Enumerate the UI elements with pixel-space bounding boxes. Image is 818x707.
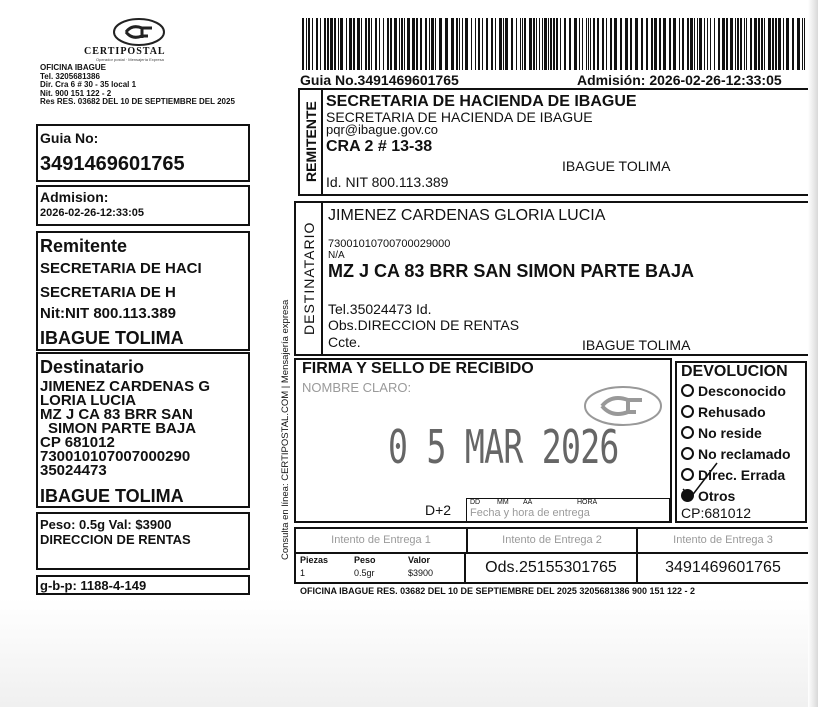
barcode-bar <box>610 18 612 70</box>
destinatario-ccte: Ccte. <box>328 334 361 350</box>
barcode-bar <box>768 18 771 70</box>
left-destinatario-line: MZ J CA 83 BRR SAN <box>40 406 193 423</box>
destinatario-tel: Tel.35024473 Id. <box>328 301 432 317</box>
date-stamp: 0 5 MAR 2026 <box>388 420 619 474</box>
barcode-bar <box>379 18 380 70</box>
barcode-bar <box>495 18 496 70</box>
barcode-bar <box>371 18 372 70</box>
barcode-bar <box>365 18 367 70</box>
barcode-bar <box>542 18 543 70</box>
paper-shadow <box>0 598 818 707</box>
barcode-bar <box>383 18 384 70</box>
nombre-claro-label: NOMBRE CLARO: <box>302 380 412 395</box>
barcode-bar <box>673 18 676 70</box>
barcode-bar <box>401 18 403 70</box>
barcode-bar <box>590 18 591 70</box>
left-admision-box <box>36 185 250 226</box>
barcode-bar <box>797 18 800 70</box>
aa-label: AA <box>523 499 533 506</box>
fecha-entrega-label: Fecha y hora de entrega <box>470 507 590 519</box>
option-label: Otros <box>698 488 736 504</box>
remitente-name: SECRETARIA DE HACIENDA DE IBAGUE <box>326 93 637 110</box>
left-guia-box <box>36 124 250 182</box>
barcode-bar <box>560 18 561 70</box>
barcode-bar <box>522 18 523 70</box>
dd-label: DD <box>470 499 481 506</box>
barcode-bar <box>456 18 458 70</box>
firma-title: FIRMA Y SELLO DE RECIBIDO <box>302 360 534 377</box>
devolucion-box <box>675 361 807 523</box>
barcode-bar <box>404 18 405 70</box>
left-remitente-title: Remitente <box>40 236 128 256</box>
peso-label: Peso <box>354 555 376 565</box>
left-remitente-line: SECRETARIA DE HACI <box>40 260 202 277</box>
barcode-bar <box>533 18 535 70</box>
intentos-row <box>294 527 810 554</box>
barcode-bar <box>574 18 577 70</box>
barcode-bar <box>412 18 415 70</box>
barcode-bar <box>690 18 693 70</box>
paper-edge <box>808 0 818 707</box>
barcode-bar <box>478 18 480 70</box>
destinatario-city: IBAGUE TOLIMA <box>582 337 691 353</box>
barcode-bar <box>539 18 540 70</box>
barcode-bar <box>663 18 666 70</box>
office-line: Tel. 3205681386 <box>40 71 100 81</box>
barcode-bar <box>316 18 318 70</box>
left-guia-value: 3491469601765 <box>40 153 185 175</box>
barcode-bar <box>312 18 313 70</box>
barcode-bar <box>679 18 680 70</box>
checkmark-icon <box>679 459 719 499</box>
barcode-bar <box>586 18 587 70</box>
firma-box <box>294 358 672 523</box>
devolucion-option[interactable] <box>681 383 786 399</box>
barcode-bar <box>704 18 705 70</box>
barcode-bar <box>606 18 607 70</box>
destinatario-obs: Obs.DIRECCION DE RENTAS <box>328 317 520 333</box>
admision-header: Admisión: 2026-02-26-12:33:05 <box>577 72 782 88</box>
barcode-bar <box>462 18 463 70</box>
devolucion-option[interactable] <box>681 425 762 441</box>
barcode-bar <box>740 18 742 70</box>
office-line: OFICINA IBAGUE <box>40 63 106 72</box>
certipostal-logo <box>112 17 166 47</box>
barcode-bar <box>754 18 757 70</box>
remitente-address: CRA 2 # 13-38 <box>326 138 433 155</box>
barcode-bar <box>511 18 513 70</box>
remitente-label: REMITENTE <box>303 101 319 183</box>
remitente-city: IBAGUE TOLIMA <box>562 158 671 174</box>
barcode-bar <box>368 18 370 70</box>
barcode-bar <box>429 18 430 70</box>
barcode-bar <box>775 18 777 70</box>
barcode-bar <box>651 18 653 70</box>
left-destinatario-line: SIMON PARTE BAJA <box>48 420 197 437</box>
left-remitente-line: SECRETARIA DE H <box>40 284 176 301</box>
barcode-bar <box>334 18 336 70</box>
brand-tagline: Operador postal · Mensajería Expresa <box>96 57 164 62</box>
destinatario-name: JIMENEZ CARDENAS GLORIA LUCIA <box>328 207 606 224</box>
valor-label: Valor <box>408 555 431 565</box>
piezas-value: 1 <box>300 568 306 578</box>
option-label: Direc. Errada <box>698 467 786 483</box>
barcode-bar <box>614 18 617 70</box>
option-label: Rehusado <box>698 404 766 420</box>
left-gbp-box <box>36 575 250 595</box>
barcode-bar <box>435 18 436 70</box>
barcode-bar <box>471 18 472 70</box>
remitente-nit: Id. NIT 800.113.389 <box>326 174 449 190</box>
option-label: No reside <box>698 425 762 441</box>
barcode-bar <box>431 18 434 70</box>
barcode-bar <box>764 18 765 70</box>
barcode-bar <box>465 18 468 70</box>
barcode-bar <box>399 18 400 70</box>
barcode-bar <box>361 18 362 70</box>
barcode-bar <box>635 18 638 70</box>
barcode-bar <box>579 18 580 70</box>
barcode-bar <box>302 18 304 70</box>
piezas-peso-valor-cell <box>296 554 466 582</box>
remitente-email: pqr@ibague.gov.co <box>326 122 438 137</box>
barcode-bar <box>669 18 671 70</box>
barcode-bar <box>804 18 805 70</box>
left-destinatario-city: IBAGUE TOLIMA <box>40 486 184 506</box>
barcode-bar <box>641 18 643 70</box>
barcode-bar <box>338 18 339 70</box>
destinatario-na: N/A <box>328 250 345 261</box>
barcode-bar <box>714 18 715 70</box>
left-destinatario-box <box>36 352 250 508</box>
barcode <box>302 18 810 70</box>
barcode-bar <box>553 18 555 70</box>
barcode-bar <box>324 18 326 70</box>
barcode-bar <box>420 18 422 70</box>
fecha-entrega-field[interactable] <box>466 498 670 522</box>
barcode-bar <box>718 18 720 70</box>
barcode-bar <box>746 18 747 70</box>
left-remitente-line: Nit:NIT 800.113.389 <box>40 305 176 322</box>
left-destinatario-line: 35024473 <box>40 462 107 479</box>
destinatario-box <box>294 201 810 356</box>
barcode-bar <box>451 18 454 70</box>
barcode-bar <box>505 18 508 70</box>
remitente-box <box>298 88 810 196</box>
barcode-bar <box>550 18 552 70</box>
barcode-bar <box>758 18 760 70</box>
barcode-bar <box>320 18 321 70</box>
destinatario-address: MZ J CA 83 BRR SAN SIMON PARTE BAJA <box>328 261 695 281</box>
intento-2: Intento de Entrega 2 <box>468 529 638 552</box>
barcode-bar <box>697 18 698 70</box>
barcode-bar <box>439 18 442 70</box>
barcode-bar <box>308 18 310 70</box>
office-info <box>40 64 235 107</box>
barcode-bar <box>682 18 684 70</box>
barcode-bar <box>330 18 333 70</box>
barcode-bar <box>499 18 502 70</box>
barcode-bar <box>659 18 661 70</box>
barcode-bar <box>516 18 517 70</box>
barcode-bar <box>602 18 604 70</box>
barcode-bar <box>425 18 427 70</box>
barcode-bar <box>445 18 448 70</box>
barcode-bar <box>735 18 736 70</box>
d2-label: D+2 <box>425 502 452 518</box>
barcode-bar <box>349 18 352 70</box>
barcode-bar <box>556 18 558 70</box>
left-admision-value: 2026-02-26-12:33:05 <box>40 207 144 219</box>
left-remitente-line: IBAGUE TOLIMA <box>40 328 184 348</box>
barcode-bar <box>630 18 632 70</box>
barcode-bar <box>730 18 733 70</box>
brand-name: CERTIPOSTAL <box>84 46 166 57</box>
barcode-bar <box>687 18 689 70</box>
barcode-bar <box>529 18 532 70</box>
office-line: Nit. 900 151 122 - 2 <box>40 88 112 98</box>
valor-value: $3900 <box>408 568 434 578</box>
left-destinatario-title: Destinatario <box>40 357 145 377</box>
side-vertical-text: Consulta en línea: CERTIPOSTAL.COM | Mensajería expresa <box>280 299 291 561</box>
left-destinatario-line: 730010107007000290 <box>40 448 191 465</box>
footer-text: OFICINA IBAGUE RES. 03682 DEL 10 DE SEPTIEMBRE DEL 2025 3205681386 900 151 122 - 2 <box>300 586 696 596</box>
barcode-bar <box>459 18 460 70</box>
barcode-bar <box>387 18 389 70</box>
destinatario-code: 73001010700700029000 <box>328 238 451 250</box>
ods-value: Ods.25155301765 <box>466 554 638 582</box>
left-remitente-box <box>36 231 250 351</box>
guia-header: Guia No.3491469601765 <box>300 72 459 88</box>
barcode-bar <box>646 18 648 70</box>
barcode-bar <box>564 18 566 70</box>
barcode-bar <box>582 18 583 70</box>
left-gbp: g-b-p: 1188-4-149 <box>40 578 147 593</box>
barcode-bar <box>306 18 307 70</box>
barcode-bar <box>783 18 784 70</box>
barcode-bar <box>407 18 410 70</box>
guia-bottom-value: 3491469601765 <box>665 559 781 576</box>
left-destinatario-line: CP 681012 <box>40 434 115 451</box>
intento-1: Intento de Entrega 1 <box>296 529 468 552</box>
left-destinatario-lines <box>40 380 210 478</box>
option-label: Desconocido <box>698 383 786 399</box>
devolucion-cp: CP:681012 <box>681 505 752 521</box>
barcode-bar <box>327 18 329 70</box>
office-line: Res RES. 03682 DEL 10 DE SEPTIEMBRE DEL 2025 <box>40 97 235 106</box>
barcode-bar <box>548 18 549 70</box>
peso-value: 0.5gr <box>354 568 375 578</box>
barcode-bar <box>544 18 547 70</box>
barcode-bar <box>710 18 711 70</box>
destinatario-label: DESTINATARIO <box>301 221 317 336</box>
barcode-bar <box>750 18 752 70</box>
barcode-bar <box>744 18 745 70</box>
barcode-bar <box>588 18 589 70</box>
barcode-bar <box>486 18 488 70</box>
barcode-bar <box>722 18 725 70</box>
barcode-bar <box>390 18 392 70</box>
radio-icon <box>681 384 694 397</box>
barcode-bar <box>786 18 789 70</box>
devolucion-option[interactable] <box>681 404 766 420</box>
remitente-name2: SECRETARIA DE HACIENDA DE IBAGUE <box>326 109 593 125</box>
left-obs-line: DIRECCION DE RENTAS <box>40 532 191 547</box>
barcode-bar <box>524 18 526 70</box>
office-line: Dir. Cra 6 # 30 - 35 local 1 <box>40 80 137 89</box>
left-admision-label: Admision: <box>40 189 109 205</box>
barcode-bar <box>482 18 483 70</box>
barcode-bar <box>625 18 628 70</box>
radio-icon <box>681 426 694 439</box>
barcode-bar <box>536 18 537 70</box>
bottom-info-row <box>294 552 810 584</box>
barcode-bar <box>772 18 774 70</box>
barcode-bar <box>375 18 377 70</box>
barcode-bar <box>792 18 794 70</box>
barcode-bar <box>726 18 728 70</box>
intento-3: Intento de Entrega 3 <box>673 534 773 546</box>
barcode-bar <box>394 18 397 70</box>
barcode-bar <box>569 18 571 70</box>
barcode-bar <box>357 18 360 70</box>
barcode-bar <box>593 18 595 70</box>
barcode-bar <box>654 18 657 70</box>
devolucion-title: DEVOLUCION <box>681 363 788 380</box>
left-peso-line: Peso: 0.5g Val: $3900 <box>40 517 172 532</box>
left-destinatario-line: JIMENEZ CARDENAS G <box>40 378 211 395</box>
hora-label: HORA <box>577 499 598 506</box>
barcode-bar <box>707 18 708 70</box>
option-label: No reclamado <box>698 446 791 462</box>
barcode-bar <box>699 18 702 70</box>
barcode-bar <box>340 18 343 70</box>
barcode-bar <box>503 18 504 70</box>
barcode-bar <box>597 18 599 70</box>
barcode-bar <box>346 18 347 70</box>
left-guia-label: Guia No: <box>40 130 99 146</box>
barcode-bar <box>520 18 521 70</box>
left-peso-box <box>36 512 250 570</box>
barcode-bar <box>353 18 355 70</box>
barcode-bar <box>694 18 695 70</box>
radio-icon <box>681 405 694 418</box>
barcode-bar <box>761 18 763 70</box>
piezas-label: Piezas <box>300 555 329 565</box>
barcode-bar <box>620 18 622 70</box>
barcode-bar <box>802 18 803 70</box>
barcode-bar <box>416 18 418 70</box>
left-destinatario-line: LORIA LUCIA <box>40 392 137 409</box>
barcode-bar <box>491 18 493 70</box>
barcode-bar <box>778 18 781 70</box>
barcode-bar <box>737 18 739 70</box>
mm-label: MM <box>497 499 509 506</box>
barcode-bar <box>475 18 476 70</box>
